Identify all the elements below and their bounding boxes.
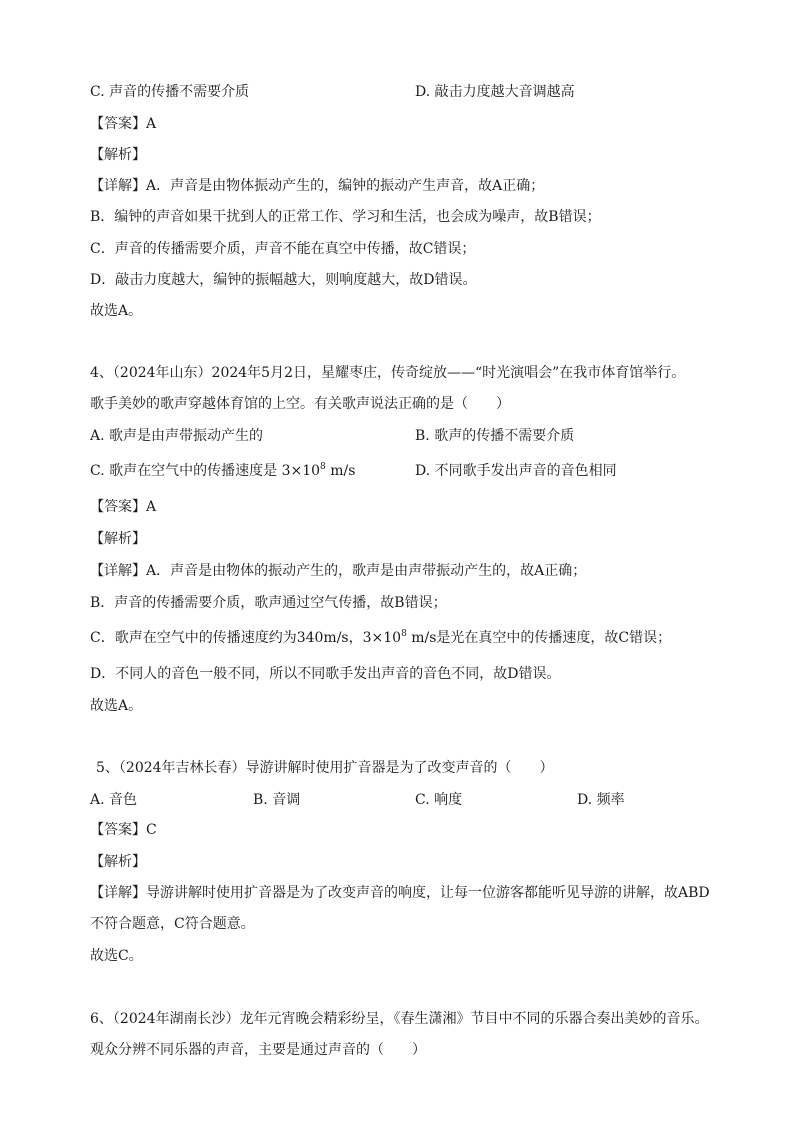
q5-option-c: C. 响度 bbox=[415, 792, 463, 808]
q4-detail-1: 【详解】A．声音是由物体的振动产生的，歌声是由声带振动产生的，故A正确； bbox=[90, 563, 587, 579]
q5-detail-1: 【详解】导游讲解时使用扩音器是为了改变声音的响度，让每一位游客都能听见导游的讲解，故ABD bbox=[90, 885, 710, 901]
q3-option-c: C. 声音的传播不需要介质 bbox=[90, 84, 250, 100]
q4-detail-3 bbox=[90, 628, 671, 650]
q4-option-c bbox=[90, 461, 355, 483]
q5-stem: 5、（2024年吉林长春）导游讲解时使用扩音器是为了改变声音的（ ） bbox=[96, 760, 554, 776]
q4-analysis-label: 【解析】 bbox=[90, 531, 146, 547]
q4-detail-3-text: C．歌声在空气中的传播速度约为340m/s，3×10 bbox=[90, 630, 402, 646]
q4-detail-4: D．不同人的音色一般不同，所以不同歌手发出声音的音色不同，故D错误。 bbox=[90, 666, 561, 682]
q5-option-a: A. 音色 bbox=[90, 792, 138, 808]
q5-detail-2: 不符合题意，C符合题意。 bbox=[90, 916, 255, 932]
q4-option-c-unit: m/s bbox=[325, 463, 356, 479]
q6-stem-line-2: 观众分辨不同乐器的声音，主要是通过声音的（ ） bbox=[90, 1042, 426, 1058]
q3-detail-4: D．敲击力度越大，编钟的振幅越大，则响度越大，故D错误。 bbox=[90, 272, 477, 288]
q3-detail-2: B．编钟的声音如果干扰到人的正常工作、学习和生活，也会成为噪声，故B错误； bbox=[90, 209, 601, 225]
q5-analysis-label: 【解析】 bbox=[90, 854, 146, 870]
q5-option-b: B. 音调 bbox=[253, 792, 301, 808]
q4-detail-2: B．声音的传播需要介质，歌声通过空气传播，故B错误； bbox=[90, 595, 447, 611]
q4-detail-3-rest: m/s是光在真空中的传播速度，故C错误； bbox=[406, 630, 672, 646]
q5-answer: 【答案】C bbox=[90, 822, 157, 838]
q3-detail-3: C．声音的传播需要介质，声音不能在真空中传播，故C错误； bbox=[90, 241, 476, 257]
q3-detail-1: 【详解】A．声音是由物体振动产生的，编钟的振动产生声音，故A正确； bbox=[90, 178, 545, 194]
q3-choose: 故选A。 bbox=[90, 303, 143, 319]
q4-choose: 故选A。 bbox=[90, 698, 143, 714]
q3-answer: 【答案】A bbox=[90, 116, 157, 132]
q4-option-d: D. 不同歌手发出声音的音色相同 bbox=[415, 463, 617, 479]
q4-option-c-text: C. 歌声在空气中的传播速度是 3×10 bbox=[90, 463, 321, 479]
q4-option-a: A. 歌声是由声带振动产生的 bbox=[90, 428, 264, 444]
q4-stem-line-2: 歌手美妙的歌声穿越体育馆的上空。有关歌声说法正确的是（ ） bbox=[90, 396, 510, 412]
q5-option-d: D. 频率 bbox=[577, 792, 625, 808]
q4-option-b: B. 歌声的传播不需要介质 bbox=[415, 428, 575, 444]
q3-analysis-label: 【解析】 bbox=[90, 147, 146, 163]
q6-stem-line-1: 6、（2024年湖南长沙）龙年元宵晚会精彩纷呈，《春生潇湘》节目中不同的乐器合奏出美妙的音乐。 bbox=[90, 1011, 709, 1027]
q4-detail-3-exponent: 8 bbox=[401, 629, 407, 639]
q4-answer: 【答案】A bbox=[90, 499, 157, 515]
q5-choose: 故选C。 bbox=[90, 948, 143, 964]
q4-option-c-exponent: 8 bbox=[320, 462, 326, 472]
q3-option-d: D. 敲击力度越大音调越高 bbox=[415, 84, 575, 100]
q4-stem-line-1: 4、（2024年山东）2024年5月2日，星耀枣庄，传奇绽放——“时光演唱会”在我市体育馆举行。 bbox=[90, 365, 686, 381]
